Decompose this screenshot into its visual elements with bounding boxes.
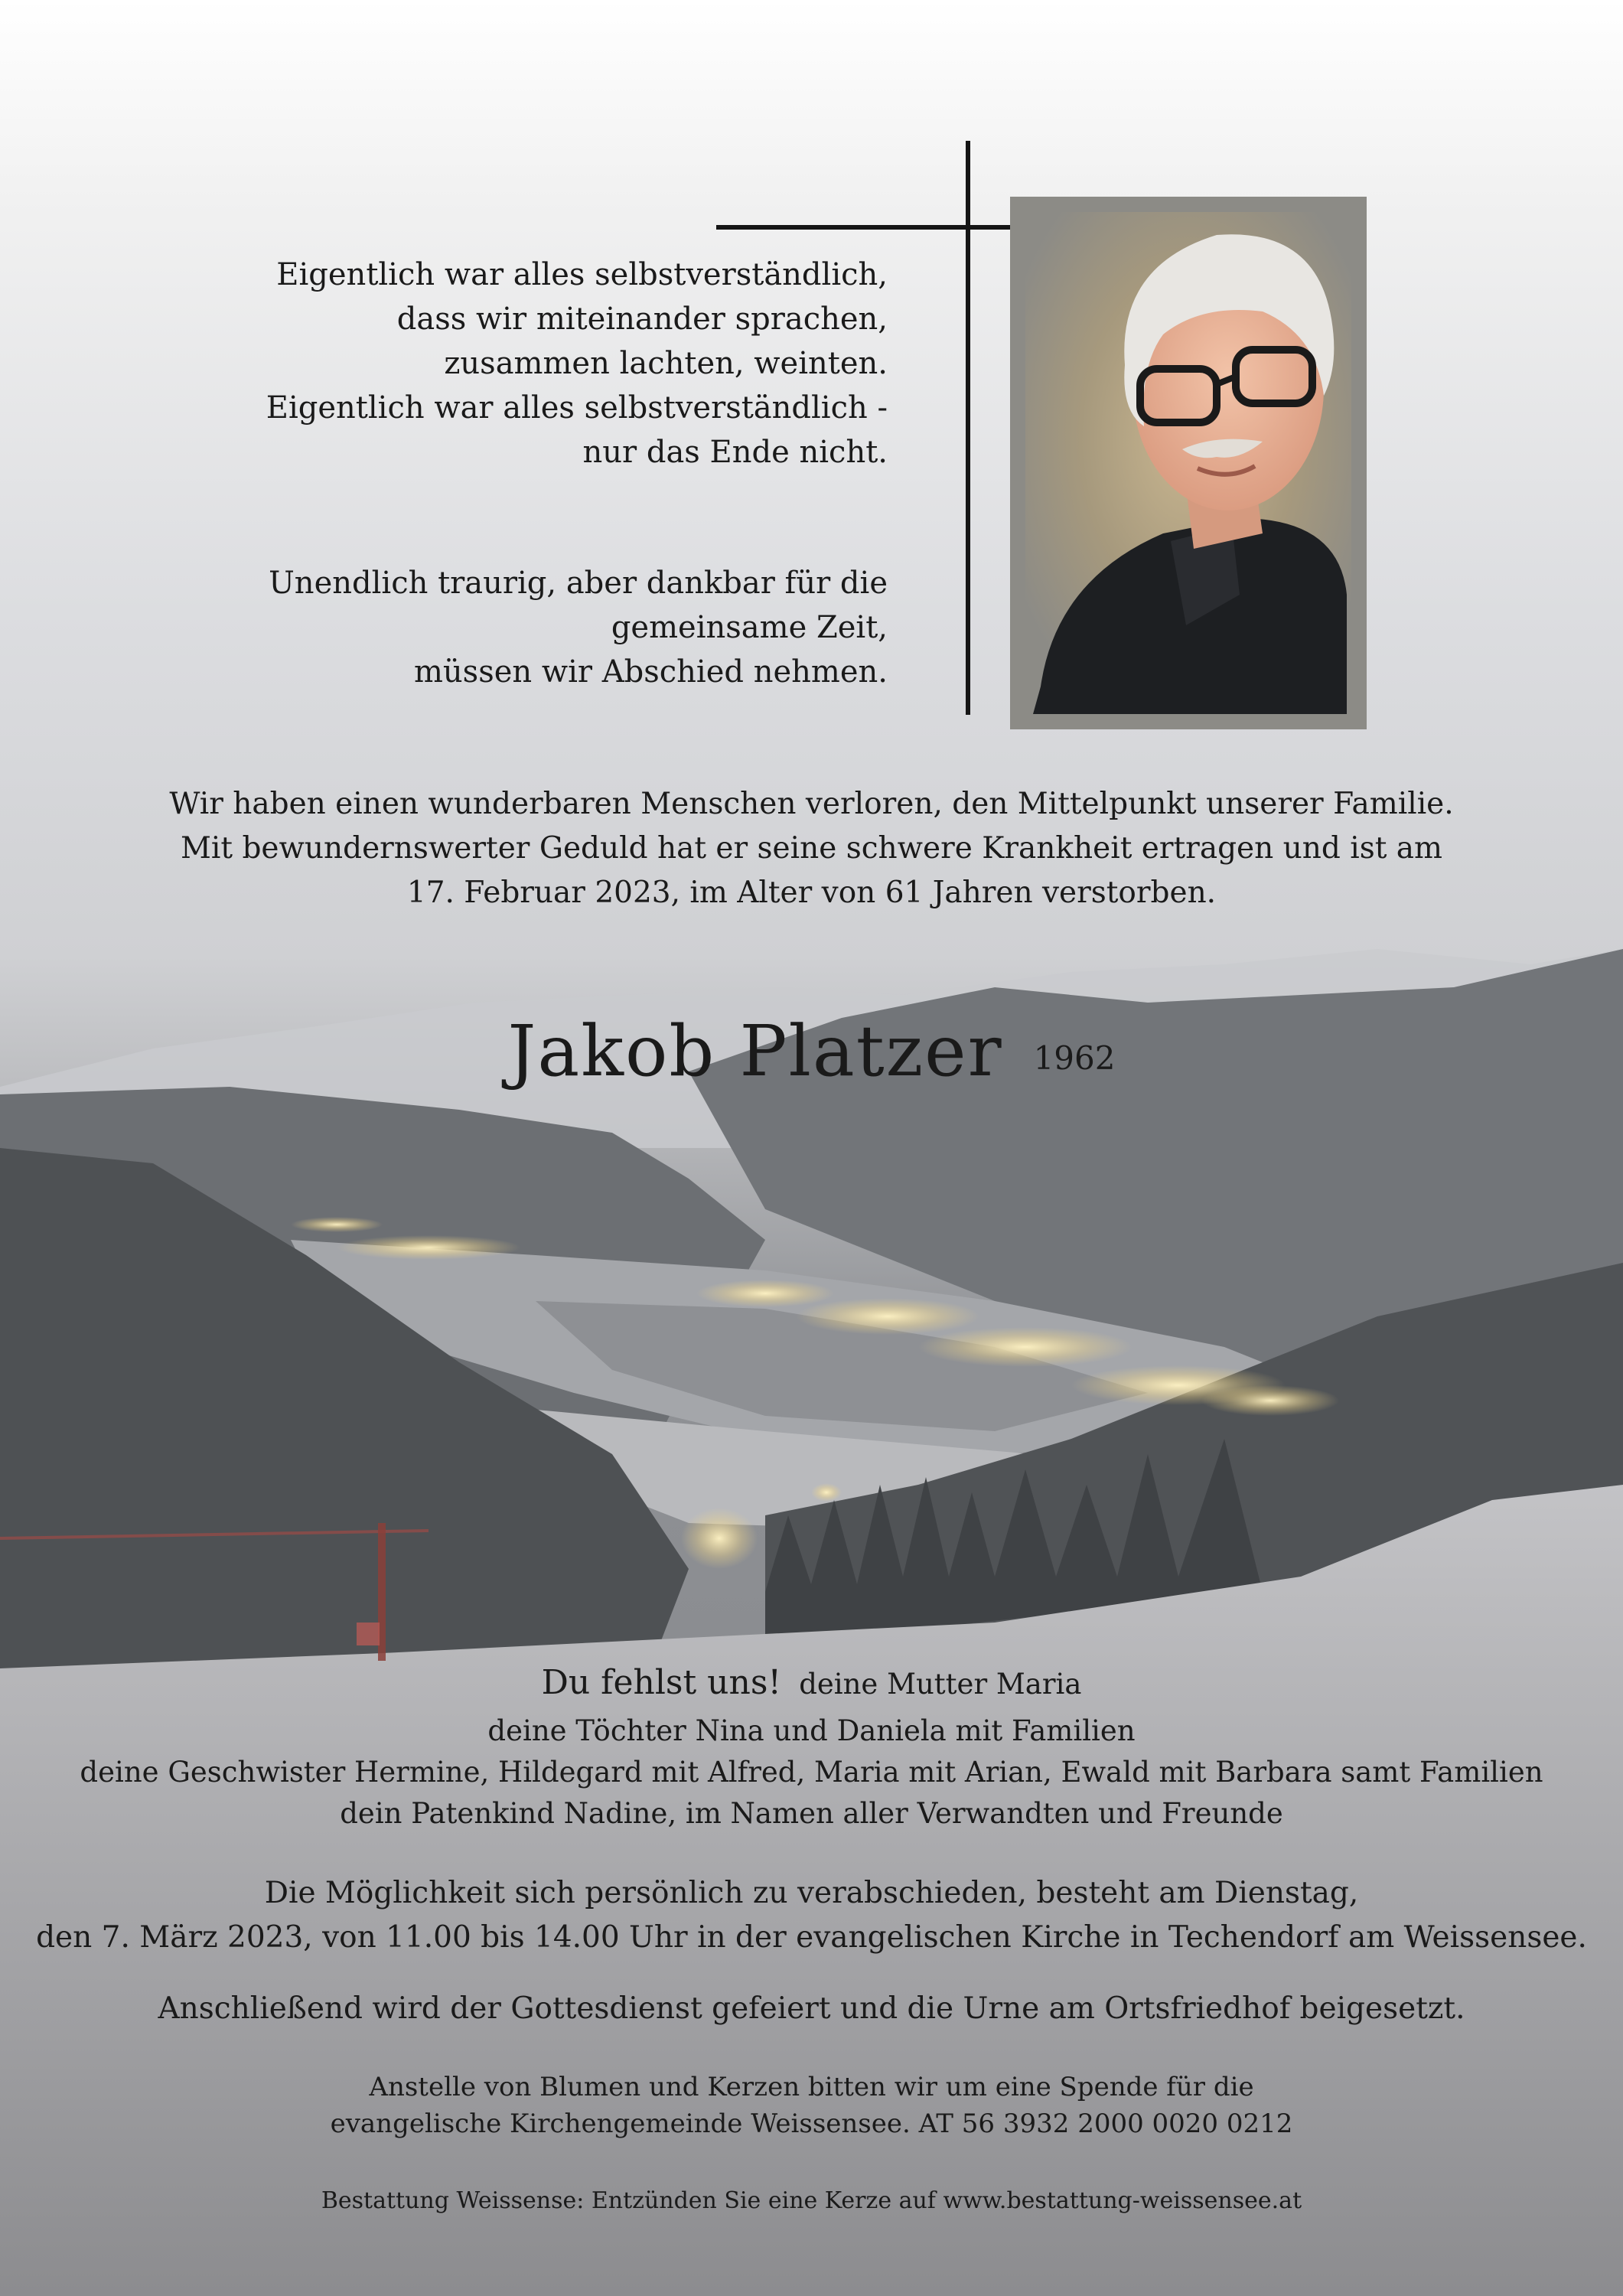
mourner-line: deine Töchter Nina und Daniela mit Familien xyxy=(487,1714,1136,1747)
donation-block xyxy=(0,2069,1623,2142)
poem-line: Eigentlich war alles selbstverständlich, xyxy=(276,257,888,292)
portrait-icon xyxy=(1010,197,1367,729)
announcement-line: Wir haben einen wunderbaren Menschen verloren, den Mittelpunkt unserer Familie. xyxy=(169,787,1454,821)
announcement-line: Mit bewundernswerter Geduld hat er seine schwere Krankheit ertragen und ist am xyxy=(180,831,1443,866)
mourners-block xyxy=(0,1662,1623,1835)
viewing-line: Die Möglichkeit sich persönlich zu verabschieden, besteht am Dienstag, xyxy=(264,1876,1359,1910)
poem-line: zusammen lachten, weinten. xyxy=(444,346,888,381)
mourners-first-row xyxy=(0,1662,1623,1711)
poem-line: Eigentlich war alles selbstverständlich - xyxy=(266,390,888,426)
poem-line: dass wir miteinander sprachen, xyxy=(396,302,888,337)
announcement-line: 17. Februar 2023, im Alter von 61 Jahren verstorben. xyxy=(406,876,1217,910)
viewing-line: den 7. März 2023, von 11.00 bis 14.00 Uhr in der evangelischen Kirche in Techendorf am Weissensee. xyxy=(36,1920,1587,1955)
deceased-name: Jakob Platzer xyxy=(507,1010,1003,1092)
announcement-block xyxy=(0,782,1623,915)
deceased-name-block xyxy=(0,1010,1623,1092)
mourner-line: deine Geschwister Hermine, Hildegard mit Alfred, Maria mit Arian, Ewald mit Barbara samt Familien xyxy=(80,1756,1543,1789)
service-text: Anschließend wird der Gottesdienst gefeiert und die Urne am Ortsfriedhof beigesetzt. xyxy=(158,1991,1465,2026)
mourners-heading: Du fehlst uns! xyxy=(541,1663,782,1702)
birth-year: 1962 xyxy=(1033,1039,1116,1077)
donation-line: evangelische Kirchengemeinde Weissensee. AT 56 3932 2000 0020 0212 xyxy=(330,2108,1293,2139)
farewell-line: müssen wir Abschied nehmen. xyxy=(413,654,888,690)
footer-text: Bestattung Weissense: Entzünden Sie eine Kerze auf www.bestattung-weissensee.at xyxy=(321,2187,1302,2214)
farewell-block xyxy=(122,561,888,694)
portrait-photo xyxy=(1010,197,1367,729)
farewell-line: gemeinsame Zeit, xyxy=(611,610,888,645)
viewing-block xyxy=(0,1871,1623,1960)
mourner-line: deine Mutter Maria xyxy=(799,1668,1082,1701)
poem-block xyxy=(122,253,888,475)
donation-line: Anstelle von Blumen und Kerzen bitten wir um eine Spende für die xyxy=(369,2072,1254,2102)
mourner-line: dein Patenkind Nadine, im Namen aller Verwandten und Freunde xyxy=(340,1797,1283,1830)
poem-line: nur das Ende nicht. xyxy=(582,435,888,470)
farewell-line: Unendlich traurig, aber dankbar für die xyxy=(269,566,888,601)
